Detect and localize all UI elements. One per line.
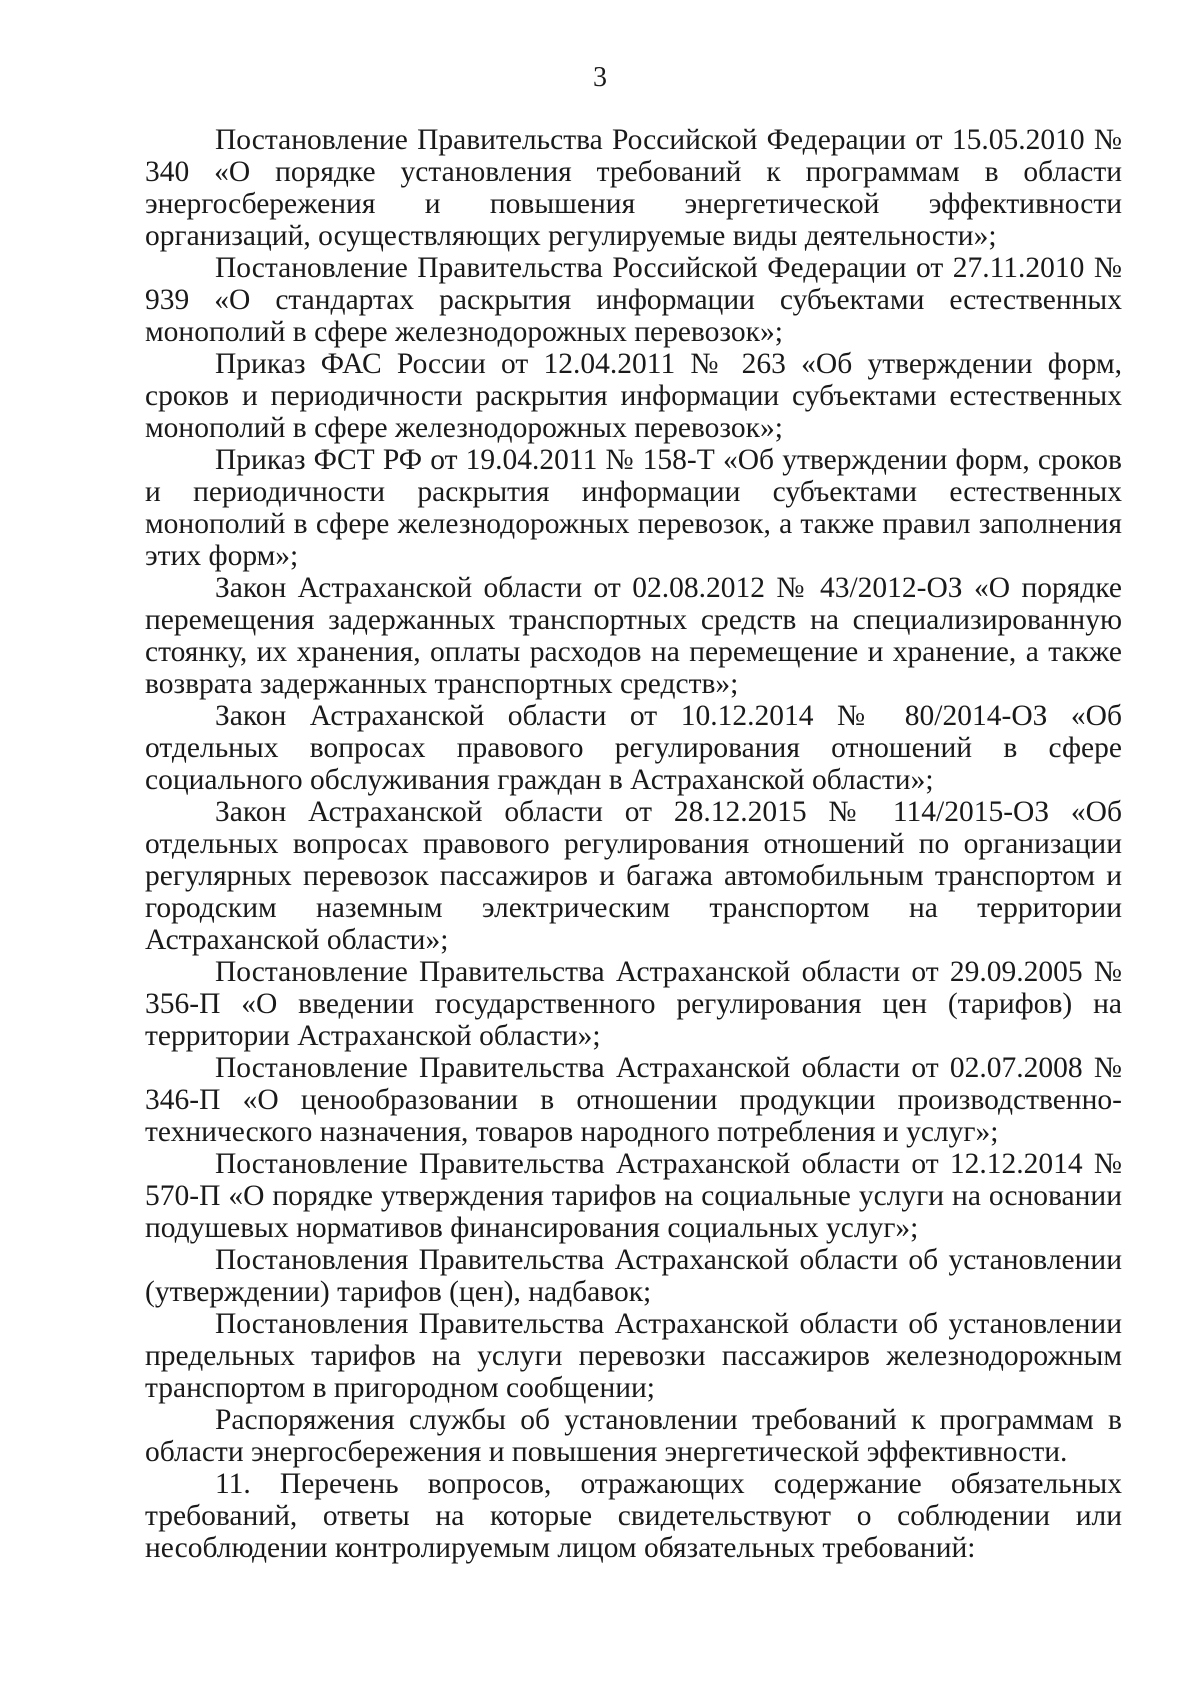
paragraph: 11. Перечень вопросов, отражающих содержание обязательных требований, ответы на которые свидетельствуют о соблюдении или несоблюдении контролируемым лицом обязательных требований: xyxy=(145,1468,1122,1564)
document-body xyxy=(145,124,1122,1564)
paragraph: Приказ ФАС России от 12.04.2011 № 263 «Об утверждении форм, сроков и периодичности раскрытия информации субъектами естественных монополий в сфере железнодорожных перевозок»; xyxy=(145,348,1122,444)
paragraph: Приказ ФСТ РФ от 19.04.2011 № 158-Т «Об утверждении форм, сроков и периодичности раскрытия информации субъектами естественных монополий в сфере железнодорожных перевозок, а также правил заполнения этих форм»; xyxy=(145,444,1122,572)
paragraph: Постановление Правительства Астраханской области от 02.07.2008 № 346-П «О ценообразовании в отношении продукции производственно-технического назначения, товаров народного потребления и услуг»; xyxy=(145,1052,1122,1148)
paragraph: Постановление Правительства Астраханской области от 12.12.2014 № 570-П «О порядке утверждения тарифов на социальные услуги на основании подушевых нормативов финансирования социальных услуг»; xyxy=(145,1148,1122,1244)
paragraph: Закон Астраханской области от 02.08.2012 № 43/2012-ОЗ «О порядке перемещения задержанных транспортных средств на специализированную стоянку, их хранения, оплаты расходов на перемещение и хранение, а также возврата задержанных транспортных средств»; xyxy=(145,572,1122,700)
paragraph: Закон Астраханской области от 28.12.2015 № 114/2015-ОЗ «Об отдельных вопросах правового регулирования отношений по организации регулярных перевозок пассажиров и багажа автомобильным транспортом и городским наземным электрическим транспортом на территории Астраханской области»; xyxy=(145,796,1122,956)
paragraph: Постановление Правительства Российской Федерации от 27.11.2010 № 939 «О стандартах раскрытия информации субъектами естественных монополий в сфере железнодорожных перевозок»; xyxy=(145,252,1122,348)
paragraph: Распоряжения службы об установлении требований к программам в области энергосбережения и повышения энергетической эффективности. xyxy=(145,1404,1122,1468)
paragraph: Постановления Правительства Астраханской области об установлении (утверждении) тарифов (цен), надбавок; xyxy=(145,1244,1122,1308)
page-number: 3 xyxy=(593,62,607,93)
paragraph: Постановление Правительства Российской Федерации от 15.05.2010 № 340 «О порядке установления требований к программам в области энергосбережения и повышения энергетической эффективности организаций, осуществляющих регулируемые виды деятельности»; xyxy=(145,124,1122,252)
paragraph: Закон Астраханской области от 10.12.2014 № 80/2014-ОЗ «Об отдельных вопросах правового регулирования отношений в сфере социального обслуживания граждан в Астраханской области»; xyxy=(145,700,1122,796)
paragraph: Постановление Правительства Астраханской области от 29.09.2005 № 356-П «О введении государственного регулирования цен (тарифов) на территории Астраханской области»; xyxy=(145,956,1122,1052)
paragraph: Постановления Правительства Астраханской области об установлении предельных тарифов на услуги перевозки пассажиров железнодорожным транспортом в пригородном сообщении; xyxy=(145,1308,1122,1404)
